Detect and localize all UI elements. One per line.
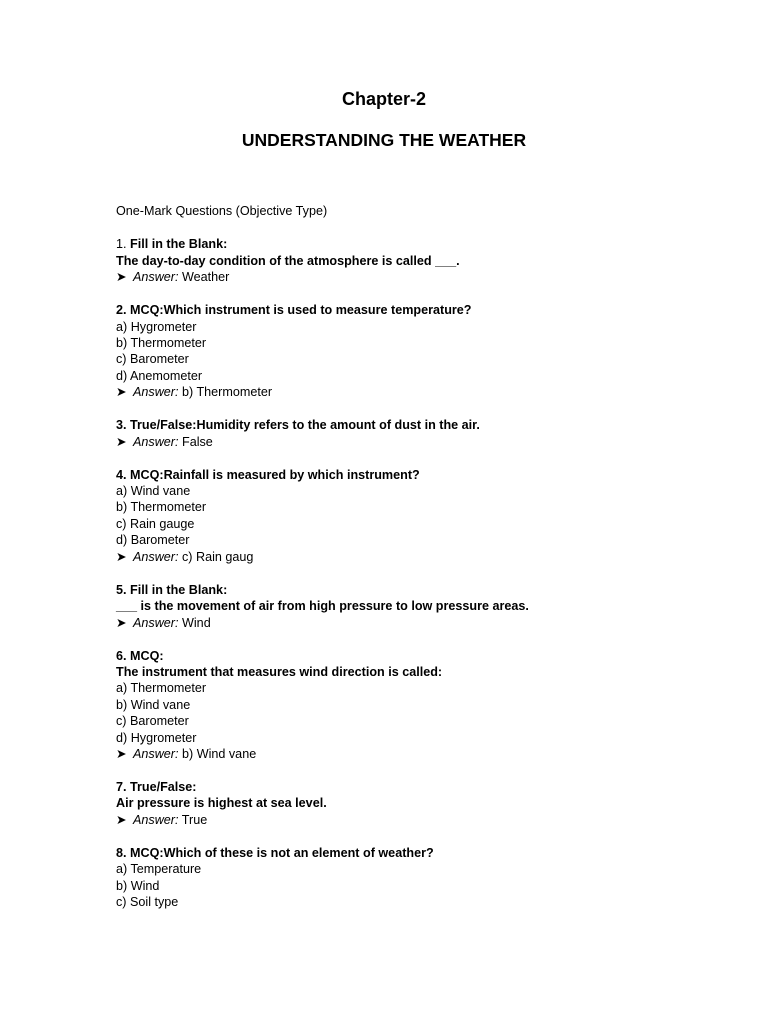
question-item: [116, 302, 716, 400]
question-text: [116, 302, 716, 318]
answer-value: False: [182, 434, 213, 449]
question-item: [116, 582, 716, 631]
question-text: [116, 845, 716, 861]
answer-value: Weather: [182, 270, 230, 285]
answer-value: b) Wind vane: [182, 746, 257, 761]
answer-label: Answer:: [133, 746, 179, 761]
question-text: [116, 467, 716, 483]
question-text: [116, 598, 716, 614]
arrow-icon: ➤: [116, 812, 127, 827]
question-number: 1.: [116, 237, 131, 252]
question-prompt: 7. True/False:: [116, 779, 197, 794]
question-prompt: 3. True/False:Humidity refers to the amount of dust in the air.: [116, 418, 480, 433]
answer-option: a) Hygrometer: [116, 319, 197, 334]
answer-value: c) Rain gaug: [182, 549, 254, 564]
answer-option: b) Wind vane: [116, 697, 191, 712]
answer-value: Wind: [182, 615, 211, 630]
question-prompt: 6. MCQ:: [116, 648, 164, 663]
answer-line: [116, 549, 716, 565]
question-prompt: Fill in the Blank:: [130, 237, 228, 252]
section-heading: One-Mark Questions (Objective Type): [116, 204, 328, 218]
question-list: [116, 236, 716, 910]
document-body: [116, 203, 716, 927]
answer-option: d) Anemometer: [116, 368, 203, 383]
question-text: [116, 795, 716, 811]
question-prompt: 8. MCQ:Which of these is not an element of weather?: [116, 845, 434, 860]
answer-label: Answer:: [133, 549, 179, 564]
question-item: [116, 648, 716, 763]
answer-option: a) Wind vane: [116, 484, 191, 499]
question-text: [116, 648, 716, 664]
answer-option: c) Barometer: [116, 352, 189, 367]
question-prompt: Air pressure is highest at sea level.: [116, 796, 327, 811]
question-text: [116, 779, 716, 795]
answer-label: Answer:: [133, 812, 179, 827]
answer-option: b) Thermometer: [116, 336, 207, 351]
chapter-heading: Chapter-2: [341, 89, 426, 109]
question-prompt: 5. Fill in the Blank:: [116, 582, 228, 597]
page-title: UNDERSTANDING THE WEATHER: [241, 130, 527, 150]
answer-option: c) Barometer: [116, 714, 189, 729]
question-text: [116, 253, 716, 269]
answer-line: [116, 812, 716, 828]
answer-line: [116, 269, 716, 285]
answer-label: Answer:: [133, 434, 179, 449]
arrow-icon: ➤: [116, 270, 127, 285]
arrow-icon: ➤: [116, 434, 127, 449]
arrow-icon: ➤: [116, 746, 127, 761]
question-prompt: 4. MCQ:Rainfall is measured by which instrument?: [116, 467, 420, 482]
question-text: [116, 582, 716, 598]
question-prompt: ___ is the movement of air from high pressure to low pressure areas.: [116, 599, 529, 614]
answer-line: [116, 615, 716, 631]
arrow-icon: ➤: [116, 615, 127, 630]
answer-value: b) Thermometer: [182, 385, 273, 400]
question-item: [116, 845, 716, 911]
arrow-icon: ➤: [116, 385, 127, 400]
answer-label: Answer:: [133, 615, 179, 630]
question-prompt: The instrument that measures wind direction is called:: [116, 664, 443, 679]
answer-option: a) Thermometer: [116, 681, 207, 696]
answer-option: c) Rain gauge: [116, 516, 195, 531]
answer-line: [116, 746, 716, 762]
answer-option: a) Temperature: [116, 862, 202, 877]
question-text: [116, 236, 716, 252]
answer-label: Answer:: [133, 270, 179, 285]
answer-option: b) Thermometer: [116, 500, 207, 515]
question-item: [116, 779, 716, 828]
answer-option: d) Barometer: [116, 533, 190, 548]
answer-line: [116, 434, 716, 450]
answer-value: True: [181, 812, 208, 827]
arrow-icon: ➤: [116, 549, 127, 564]
answer-option: d) Hygrometer: [116, 730, 197, 745]
question-item: [116, 417, 716, 450]
answer-line: [116, 384, 716, 400]
question-item: [116, 236, 716, 285]
question-item: [116, 467, 716, 565]
answer-option: c) Soil type: [116, 894, 179, 909]
question-text: [116, 417, 716, 433]
answer-label: Answer:: [133, 385, 179, 400]
question-prompt: The day-to-day condition of the atmosphere is called ___.: [116, 253, 460, 268]
question-prompt: 2. MCQ:Which instrument is used to measure temperature?: [116, 303, 472, 318]
question-text: [116, 664, 716, 680]
answer-option: b) Wind: [116, 878, 160, 893]
